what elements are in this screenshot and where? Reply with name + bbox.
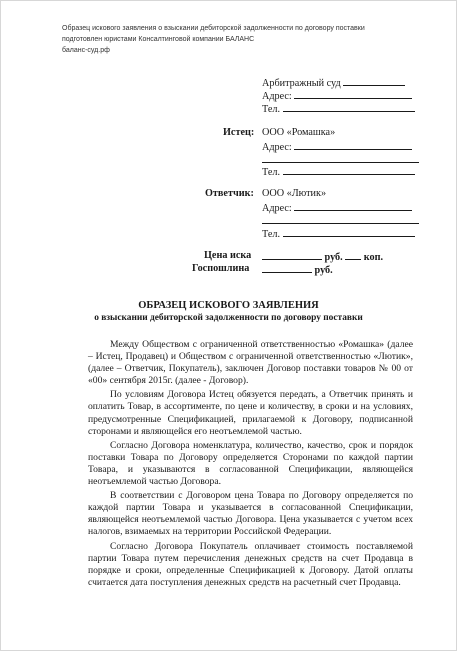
document-body: [88, 339, 413, 591]
claim-duty-rub-label: руб.: [314, 265, 333, 276]
claim-price-kop-label: коп.: [363, 252, 384, 263]
court-name-label: Арбитражный суд: [262, 78, 341, 89]
plaintiff-phone-row: [262, 164, 415, 180]
body-paragraph: Согласно Договора номенклатура, количество, качество, срок и порядок поставки Товара по Договору определяется Сторонами по каждой партии Товара, и указываются в согласованной Спецификации, являющейся неотъемлемой частью Договора.: [88, 439, 413, 488]
defendant-phone-row: [262, 226, 415, 242]
document-title: ОБРАЗЕЦ ИСКОВОГО ЗАЯВЛЕНИЯ: [138, 300, 319, 311]
claim-price-kop-blank[interactable]: [345, 249, 361, 260]
plaintiff-phone-label: Тел.: [262, 167, 280, 178]
plaintiff-address-blank[interactable]: [294, 139, 412, 150]
defendant-address-label: Адрес:: [262, 203, 292, 214]
court-name-blank[interactable]: [343, 75, 405, 86]
claim-duty-label: Госпошлина: [192, 263, 250, 274]
court-phone-row: [262, 101, 415, 117]
body-paragraph: В соответствии с Договором цена Товара по Договору определяется по каждой партии Товара и указывается в согласованной Спецификации, являющейся неотъемлемой частью Договора. Цена указывается с учетом всех налогов, взимаемых на территории Российской Федерации.: [88, 490, 413, 538]
header-note-link[interactable]: баланс-суд.рф: [62, 47, 110, 54]
header-note-line: Образец искового заявления о взыскании дебиторской задолженности по договору поставки: [62, 25, 365, 32]
plaintiff-address-row: [262, 139, 412, 155]
defendant-address-line-2[interactable]: [262, 223, 419, 224]
plaintiff-phone-blank[interactable]: [283, 164, 415, 175]
claim-duty-row: [262, 262, 333, 278]
plaintiff-address-line-2[interactable]: [262, 162, 419, 163]
court-address-blank[interactable]: [294, 88, 412, 99]
header-note: [62, 23, 365, 56]
plaintiff-name: ООО «Ромашка»: [262, 127, 336, 138]
defendant-phone-blank[interactable]: [283, 226, 415, 237]
body-paragraph: Между Обществом с ограниченной ответственностью «Ромашка» (далее – Истец, Продавец) и Обществом с ограниченной ответственностью «Лютик», (далее – Ответчик, Покупатель), заключен Договор поставки товаров № 00 от «00» сентября 2015г. (далее - Договор).: [88, 339, 413, 387]
claim-price-rub-label: руб.: [324, 252, 343, 263]
court-phone-blank[interactable]: [283, 101, 415, 112]
header-note-line: подготовлен юристами Консалтинговой компании БАЛАНС: [62, 36, 255, 43]
body-paragraph: По условиям Договора Истец обязуется передать, а Ответчик принять и оплатить Товар, в ассортименте, по цене и количеству, в сроки и на условиях, предусмотренные Спецификацией, прилагаемой к Договору, подписанной сторонами и являющейся его неотъемлемой частью.: [88, 389, 413, 437]
body-paragraph: Согласно Договора Покупатель оплачивает стоимость поставляемой партии Товара путем перечисления денежных средств на счет Продавца в порядке и сроки, определенные Спецификацией к Договору. Датой оплаты считается дата поступления денежных средств на расчетный счет Продавца.: [88, 540, 413, 588]
claim-price-rub-blank[interactable]: [262, 249, 322, 260]
defendant-address-blank[interactable]: [294, 200, 412, 211]
claim-duty-rub-blank[interactable]: [262, 262, 312, 273]
document-subtitle: о взыскании дебиторской задолженности по договору поставки: [94, 313, 363, 323]
plaintiff-address-label: Адрес:: [262, 142, 292, 153]
claim-price-label: Цена иска: [204, 250, 252, 261]
court-phone-label: Тел.: [262, 104, 280, 115]
plaintiff-role-label: Истец:: [223, 127, 255, 138]
court-address-label: Адрес:: [262, 91, 292, 102]
defendant-address-row: [262, 200, 412, 216]
defendant-phone-label: Тел.: [262, 229, 280, 240]
defendant-role-label: Ответчик:: [205, 188, 254, 199]
defendant-name: ООО «Лютик»: [262, 188, 327, 199]
